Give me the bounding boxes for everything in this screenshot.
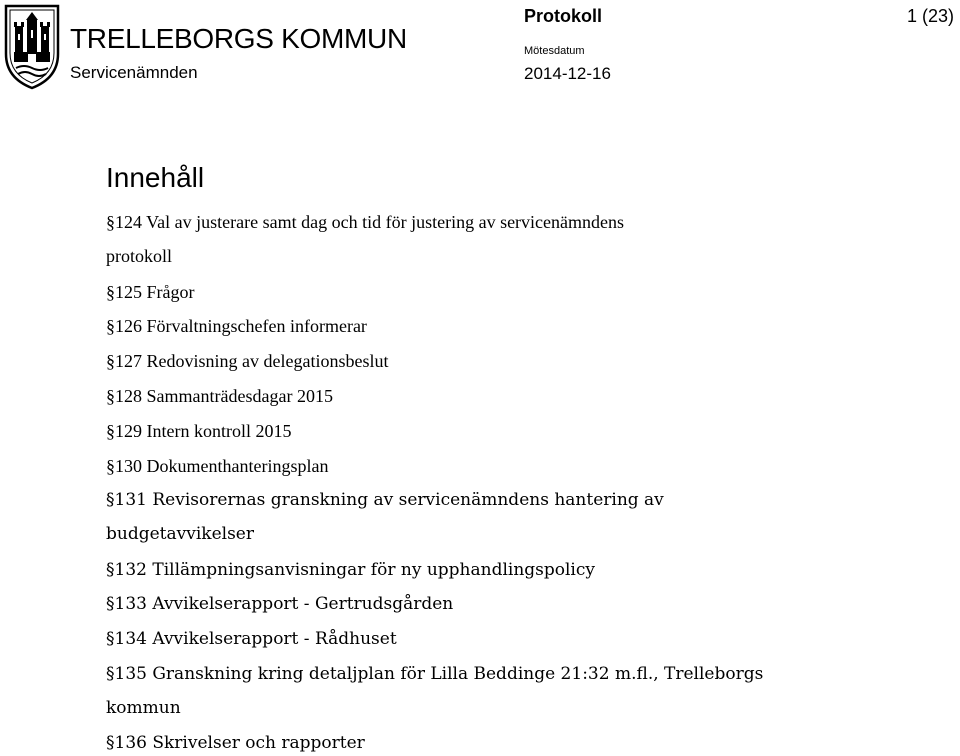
toc-entry: §133 Avvikelserapport - Gertrudsgården xyxy=(106,594,454,614)
toc-entry-continued: kommun xyxy=(106,698,181,718)
meeting-date: 2014-12-16 xyxy=(524,64,611,83)
toc-entry: §124 Val av justerare samt dag och tid för justering av servicenämndens xyxy=(106,212,625,232)
toc-entry: §134 Avvikelserapport - Rådhuset xyxy=(106,629,397,649)
page-number: 1 (23) xyxy=(906,6,954,26)
committee-name: Servicenämnden xyxy=(70,63,198,82)
toc-entry-continued: protokoll xyxy=(106,246,172,266)
toc-entry: §131 Revisorernas granskning av servicenämndens hantering av xyxy=(106,490,664,510)
toc-heading: Innehåll xyxy=(106,162,205,193)
toc-entry: §126 Förvaltningschefen informerar xyxy=(106,316,367,336)
toc-entry-continued: budgetavvikelser xyxy=(106,524,254,544)
document-type: Protokoll xyxy=(524,6,603,26)
toc-entry: §130 Dokumenthanteringsplan xyxy=(106,456,329,476)
toc-entry: §136 Skrivelser och rapporter xyxy=(106,733,365,753)
meeting-date-label: Mötesdatum xyxy=(524,45,585,57)
toc-entry: §135 Granskning kring detaljplan för Lilla Beddinge 21:32 m.fl., Trelleborgs xyxy=(106,664,764,684)
toc-entry: §132 Tillämpningsanvisningar för ny upphandlingspolicy xyxy=(106,560,595,580)
toc-entry: §129 Intern kontroll 2015 xyxy=(106,421,292,441)
toc-entry: §127 Redovisning av delegationsbeslut xyxy=(106,351,389,371)
trelleborg-coat-of-arms-icon xyxy=(2,2,62,90)
organization-name: TRELLEBORGS KOMMUN xyxy=(70,23,407,54)
toc-entry: §128 Sammanträdesdagar 2015 xyxy=(106,386,333,406)
toc-entry: §125 Frågor xyxy=(106,282,195,302)
